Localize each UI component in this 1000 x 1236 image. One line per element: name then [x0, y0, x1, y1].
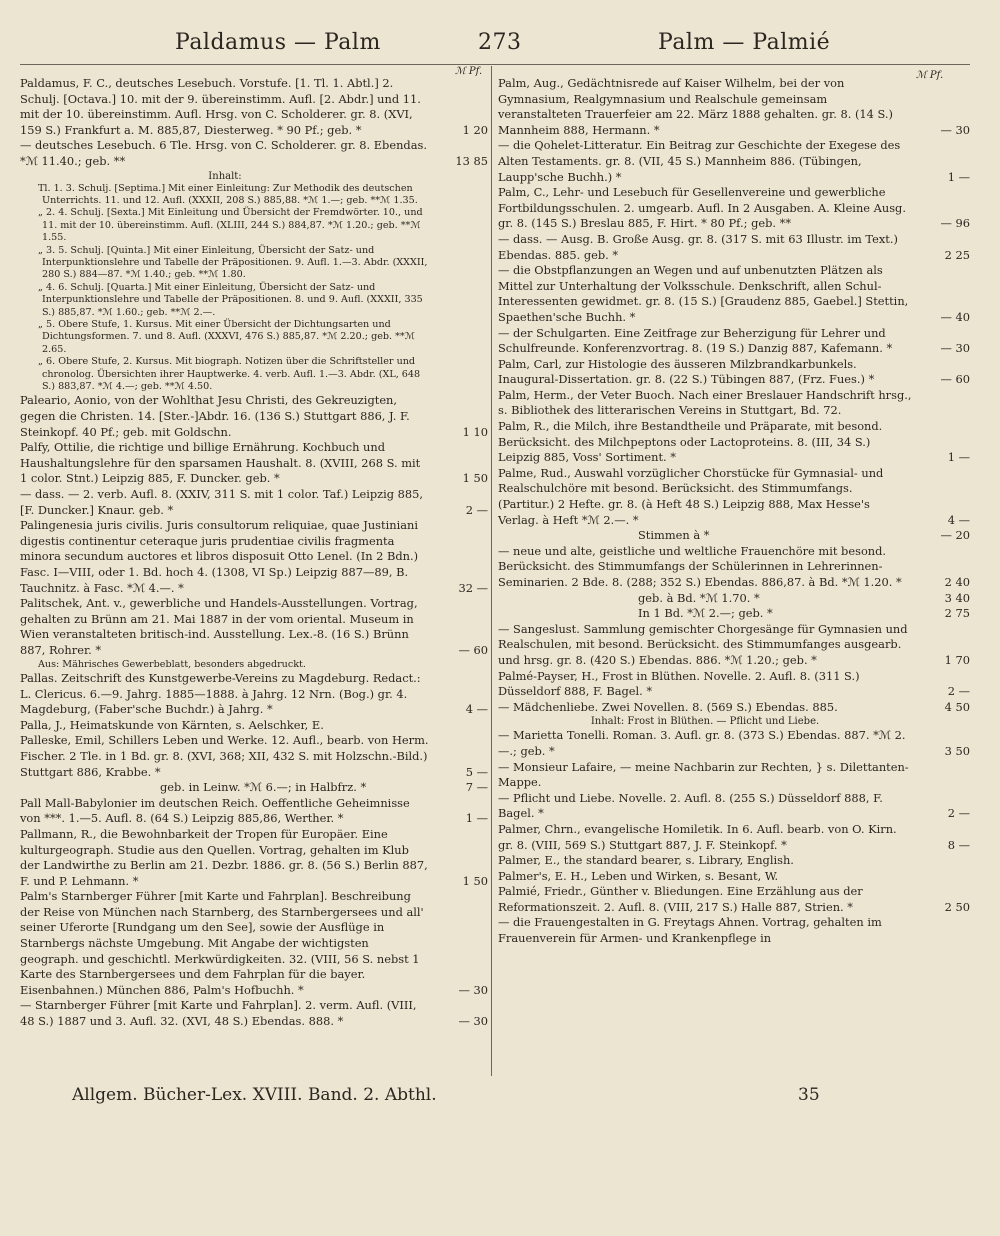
entry-text: — Marietta Tonelli. Roman. 3. Aufl. gr. 8. (373 S.) Ebendas. 887. *ℳ 2.—.; geb. *: [498, 728, 906, 758]
entry-text: Pall Mall-Babylonier im deutschen Reich. Oeffentliche Geheimnisse von ***. 1.—5. Aufl. 8. (64 S.) Leipzig 885,86, Werther. *: [20, 795, 410, 826]
entry-price: 1 —: [947, 169, 970, 184]
entry-price: 8 —: [947, 837, 970, 852]
entry-price: 4 —: [947, 512, 970, 527]
running-head-left: Paldamus — Palm: [175, 30, 381, 55]
bibliography-entry: [20, 596, 488, 658]
entry-price: 4 —: [465, 702, 488, 717]
entry-price: 1 50: [462, 873, 488, 888]
bibliography-entry: [20, 487, 488, 518]
bibliography-entry: [20, 733, 488, 780]
entry-text: Inhalt: Frost in Blüthen. — Pflicht und Liebe.: [590, 716, 820, 728]
bibliography-entry: [20, 659, 488, 671]
entry-text: Pallas. Zeitschrift des Kunstgewerbe-Vereins zu Magdeburg. Redact.: L. Clericus. 6.—9. Jahrg. 1885—1888. à Jahrg. 12 Nrn. (Bog.) gr. 4. Magdeburg, (Faber'sche Buchdr.) à Jahrg. *: [20, 670, 421, 717]
entry-price: 1 70: [944, 652, 970, 667]
entry-text: — Starnberger Führer [mit Karte und Fahrplan]. 2. verm. Aufl. (VIII, 48 S.) 1887 und 3. Aufl. 32. (XVI, 48 S.) Ebendas. 888. *: [20, 998, 417, 1029]
bibliography-entry: [498, 466, 970, 528]
bibliography-entry: [20, 170, 488, 183]
entry-text: — der Schulgarten. Eine Zeitfrage zur Beherzigung für Lehrer und Schulfreunde. Konferenzvortrag. 8. (19 S.) Danzig 887, Kafemann. *: [498, 325, 893, 356]
entry-text: — Monsieur Lafaire, — meine Nachbarin zur Rechten, } s. Dilettanten-Mappe.: [498, 759, 909, 790]
entry-text: Palmer, E., the standard bearer, s. Library, English.: [498, 853, 794, 868]
entry-text: Stimmen à *: [638, 528, 710, 543]
bibliography-entry: [498, 326, 970, 357]
entry-price: 1 —: [947, 450, 970, 465]
entry-text: Pallmann, R., die Bewohnbarkeit der Tropen für Europäer. Eine kulturgeograph. Studie aus den Quellen. Vortrag, gehalten im Klub der Landwirthe zu Berlin am 21. Dezbr. 1886. gr. 8. (56 S.) Berlin 887, F. und P. Lehmann. *: [20, 826, 428, 888]
entry-price: 3 40: [944, 590, 970, 605]
entry-price: 32 —: [458, 580, 488, 595]
entry-text: Palme, Rud., Auswahl vorzüglicher Chorstücke für Gymnasial- und Realschulchöre mit besond. Berücksicht. des Stimmumfangs. (Partitur.) 2 Hefte. gr. 8. (à Heft 48 S.) Leipzig 888, Max Hesse's Verlag. à Heft *ℳ 2.—. *: [498, 465, 884, 527]
entry-text: Palfy, Ottilie, die richtige und billige Ernährung. Kochbuch und Haushaltungslehre für den sparsamen Haushalt. 8. (XVIII, 268 S. mit 1 color. Stnt.) Leipzig 885, F. Duncker. geb. *: [20, 440, 421, 486]
entry-text: „ 4. 6. Schulj. [Quarta.] Mit einer Einleitung, Übersicht der Satz- und Interpunktionslehre und Tabelle der Präpositionen. 8. und 9. Aufl. (XXXII, 335 S.) 885,87. *ℳ 1.60.; geb. **ℳ 2.—.: [38, 281, 423, 318]
entry-text: Palm's Starnberger Führer [mit Karte und Fahrplan]. Beschreibung der Reise von München nach Starnberg, des Starnbergersees und all' seiner Uferorte [Rundgang um den See], sowie der Ausflüge in Starnbergs nächste Umgebung. Mit Angabe der wichtigsten geograph. und geschichtl. Merkwürdigkeiten. 32. (VIII, 56 S. nebst 1 Karte des Starnbergersees und dem Fahrplan für die bayer. Eisenbahnen.) München 886, Palm's Hofbuchh. *: [20, 889, 424, 997]
bibliography-entry: [498, 700, 970, 716]
footer-sheet-number: 35: [798, 1085, 820, 1105]
entry-text: Palm, Aug., Gedächtnisrede auf Kaiser Wilhelm, bei der von Gymnasium, Realgymnasium und Realschule gemeinsam veranstalteten Trauerfeier am 22. März 1888 gehalten. gr. 8. (14 S.) Mannheim 888, Hermann. *: [498, 76, 893, 137]
bibliography-entry: [20, 827, 488, 889]
entry-text: — Pflicht und Liebe. Novelle. 2. Aufl. 8. (255 S.) Düsseldorf 888, F. Bagel. *: [498, 790, 883, 821]
column-divider: [491, 66, 492, 1076]
bibliography-entry: [20, 393, 488, 440]
bibliography-entry: [20, 207, 488, 244]
bibliography-entry: [498, 791, 970, 822]
entry-price: 5 —: [465, 764, 488, 779]
entry-text: In 1 Bd. *ℳ 2.—; geb. *: [638, 606, 773, 621]
bibliography-entry: [498, 185, 970, 232]
bibliography-entry: [20, 998, 488, 1029]
entry-text: geb. in Leinw. *ℳ 6.—; in Halbfrz. *: [160, 780, 367, 795]
entry-text: — die Frauengestalten in G. Freytags Ahnen. Vortrag, gehalten im Frauenverein für Armen- und Krankenpflege in: [498, 915, 882, 946]
entry-text: Palingenesia juris civilis. Juris consultorum reliquiae, quae Justiniani digestis continentur ceteraque juris prudentiae civilis fragmenta minora secundum auctores et libros disposuit Otto Lenel. (In 2 Bdn.) Fasc. I—VIII, oder 1. Bd. hoch 4. (1308, VI Sp.) Leipzig 887—89, B. Tauchnitz. à Fasc. *ℳ 4.—. *: [20, 518, 419, 595]
bibliography-entry: [498, 884, 970, 915]
entry-text: Palmé-Payser, H., Frost in Blüthen. Novelle. 2. Aufl. 8. (311 S.) Düsseldorf 888, F. Bagel. *: [498, 668, 860, 699]
entry-text: — deutsches Lesebuch. 6 Tle. Hrsg. von C. Scholderer. gr. 8. Ebendas. *ℳ 11.40.; geb. **: [20, 138, 427, 168]
entry-price: 1 50: [462, 471, 488, 486]
bibliography-entry: [498, 622, 970, 669]
entry-text: „ 3. 5. Schulj. [Quinta.] Mit einer Einleitung, Übersicht der Satz- und Interpunktionslehre und Tabelle der Präpositionen. 9. Aufl. 1.—3. Abdr. (XXXII, 280 S.) 884—87. *ℳ 1.40.; geb. **ℳ 1.80.: [38, 244, 428, 281]
entry-price: — 40: [940, 309, 970, 324]
entry-price: 7 —: [465, 780, 488, 795]
entry-text: geb. à Bd. *ℳ 1.70. *: [638, 590, 760, 605]
bibliography-entry: [498, 419, 970, 466]
entry-text: Paleario, Aonio, von der Wohlthat Jesu Christi, des Gekreuzigten, gegen die Christen. 14. [Ster.-]Abdr. 16. (136 S.) Stuttgart 886, J. F. Steinkopf. 40 Pf.; geb. mit Goldschn.: [20, 393, 410, 439]
entry-text: — Sangeslust. Sammlung gemischter Chorgesänge für Gymnasien und Realschulen, mit besond. Berücksicht. des Stimmumfanges ausgearb. und hrsg. gr. 8. (420 S.) Ebendas. 886. *ℳ 1.20.; geb. *: [498, 621, 908, 667]
entry-price: 2 —: [465, 502, 488, 517]
bibliography-entry: [498, 138, 970, 185]
header-rule: [20, 64, 970, 65]
bibliography-entry: [20, 356, 488, 393]
bibliography-entry: [20, 138, 488, 169]
page-number: 273: [478, 30, 522, 55]
entry-text: — dass. — 2. verb. Aufl. 8. (XXIV, 311 S. mit 1 color. Taf.) Leipzig 885, [F. Duncker.] Knaur. geb. *: [20, 487, 424, 517]
entry-text: Palm, C., Lehr- und Lesebuch für Gesellenvereine und gewerbliche Fortbildungsschulen. 2. umgearb. Aufl. In 2 Ausgaben. A. Kleine Ausg. gr. 8. (145 S.) Breslau 885, F. Hirt. * 80 Pf.; geb. **: [498, 185, 906, 231]
entry-price: — 60: [940, 372, 970, 387]
right-column: [498, 76, 970, 947]
entry-text: Palla, J., Heimatskunde von Kärnten, s. Aelschker, E.: [20, 717, 324, 732]
bibliography-entry: [20, 183, 488, 208]
bibliography-entry: [498, 669, 970, 700]
entry-text: Tl. 1. 3. Schulj. [Septima.] Mit einer Einleitung: Zur Methodik des deutschen Unterrichts. 11. und 12. Aufl. (XXXII, 208 S.) 885,88. *ℳ 1.—; geb. **ℳ 1.35.: [38, 182, 418, 206]
entry-text: — neue und alte, geistliche und weltliche Frauenchöre mit besond. Berücksicht. des Stimmumfangs der Schülerinnen in Lehrerinnen-Seminarien. 2 Bde. 8. (288; 352 S.) Ebendas. 886,87. à Bd. *ℳ 1.20. *: [498, 543, 902, 589]
bibliography-entry: [20, 796, 488, 827]
entry-text: — Mädchenliebe. Zwei Novellen. 8. (569 S.) Ebendas. 885.: [498, 699, 838, 714]
bibliography-entry: [498, 915, 970, 946]
entry-text: — die Qohelet-Litteratur. Ein Beitrag zur Geschichte der Exegese des Alten Testaments. gr. 8. (VII, 45 S.) Mannheim 886. (Tübingen, Laupp'sche Buchh.) *: [498, 138, 901, 184]
entry-price: 1 —: [465, 811, 488, 826]
entry-price: — 20: [940, 528, 970, 543]
bibliography-entry: [20, 780, 488, 796]
bibliography-entry: [20, 889, 488, 998]
bibliography-entry: [498, 591, 970, 607]
entry-text: „ 5. Obere Stufe, 1. Kursus. Mit einer Übersicht der Dichtungsarten und Dichtungsformen. 7. und 8. Aufl. (XXXVI, 476 S.) 885,87. *ℳ 2.20.; geb. **ℳ 2.65.: [38, 319, 415, 355]
bibliography-entry: [498, 869, 970, 885]
bibliography-entry: [20, 671, 488, 718]
entry-price: 2 75: [944, 606, 970, 621]
bibliography-entry: [498, 357, 970, 388]
entry-price: 2 40: [944, 575, 970, 589]
entry-price: — 30: [940, 122, 970, 137]
price-column-label-left: ℳ Pf.: [455, 66, 483, 77]
bibliography-entry: [498, 76, 970, 138]
entry-text: Palm, Carl, zur Histologie des äusseren Milzbrandkarbunkels. Inaugural-Dissertation. gr. 8. (22 S.) Tübingen 887, (Frz. Fues.) *: [498, 356, 875, 387]
bibliography-entry: [20, 518, 488, 596]
bibliography-entry: [498, 760, 970, 791]
entry-price: 2 —: [947, 806, 970, 821]
bibliography-entry: [498, 728, 970, 759]
bibliography-entry: [498, 853, 970, 869]
entry-text: — die Obstpflanzungen an Wegen und auf unbenutzten Plätzen als Mittel zur Unterhaltung der Volksschule. Denkschrift, allen Schul-Interessenten gewidmet. gr. 8. (15 S.) [Graudenz 885, Gaebel.] Stettin, Spaethen'sche Buchh. *: [498, 263, 909, 324]
entry-text: Palmer, Chrn., evangelische Homiletik. In 6. Aufl. bearb. von O. Kirn. gr. 8. (VIII, 569 S.) Stuttgart 887, J. F. Steinkopf. *: [498, 821, 897, 852]
bibliography-entry: [20, 319, 488, 356]
entry-price: 1 10: [462, 424, 488, 439]
bibliography-entry: [20, 440, 488, 487]
price-column-label-right: ℳ Pf.: [916, 70, 944, 81]
bibliography-entry: [20, 245, 488, 282]
bibliography-entry: [498, 822, 970, 853]
entry-text: Palleske, Emil, Schillers Leben und Werke. 12. Aufl., bearb. von Herm. Fischer. 2 Tle. in 1 Bd. gr. 8. (XVI, 368; XII, 432 S. mit Holzschn.-Bild.) Stuttgart 886, Krabbe. *: [20, 733, 429, 779]
entry-text: Paldamus, F. C., deutsches Lesebuch. Vorstufe. [1. Tl. 1. Abtl.] 2. Schulj. [Octava.] 10. mit der 9. übereinstimm. Aufl. [2. Abdr.] und 11. mit der 10. übereinstimm. Aufl. Hrsg. von C. Scholderer. gr. 8. (XVI, 159 S.) Frankfurt a. M. 885,87, Diesterweg. * 90 Pf.; geb. *: [20, 76, 421, 137]
entry-price: 2 25: [944, 247, 970, 262]
bibliography-entry: [20, 718, 488, 734]
bibliography-entry: [498, 606, 970, 622]
entry-text: Palm, R., die Milch, ihre Bestandtheile und Präparate, mit besond. Berücksicht. des Milchpeptons oder Lactoproteins. 8. (III, 34 S.) Leipzig 885, Voss' Sortiment. *: [498, 419, 883, 465]
bibliography-entry: [498, 544, 970, 591]
entry-price: 3 50: [944, 743, 970, 758]
bibliography-entry: [498, 715, 970, 728]
left-column: [20, 76, 488, 1030]
entry-price: — 60: [458, 642, 488, 657]
bibliography-entry: [498, 232, 970, 263]
bibliography-entry: [498, 528, 970, 544]
bibliography-entry: [20, 76, 488, 138]
entry-price: 2 —: [947, 684, 970, 699]
entry-price: — 30: [940, 341, 970, 356]
bibliography-entry: [498, 263, 970, 325]
entry-text: „ 6. Obere Stufe, 2. Kursus. Mit biograph. Notizen über die Schriftsteller und chronolog. Übersichten ihrer Hauptwerke. 4. verb. Aufl. 1.—3. Abdr. (XL, 648 S.) 883,87. *ℳ 4.—; geb. **ℳ 4.50.: [38, 356, 421, 393]
entry-text: Inhalt:: [208, 170, 242, 182]
entry-price: — 96: [940, 216, 970, 231]
entry-price: — 30: [458, 1014, 488, 1029]
bibliography-entry: [20, 282, 488, 319]
entry-text: Palmer's, E. H., Leben und Wirken, s. Besant, W.: [498, 868, 779, 883]
bibliography-entry: [498, 388, 970, 419]
entry-price: 4 50: [944, 699, 970, 714]
entry-price: 1 20: [462, 122, 488, 137]
entry-text: Palitschek, Ant. v., gewerbliche und Handels-Ausstellungen. Vortrag, gehalten zu Brünn am 21. Mai 1887 in der vom oriental. Museum in Wien veranstalteten britisch-ind. Ausstellung. Lex.-8. (16 S.) Brünn 887, Rohrer. *: [20, 596, 418, 657]
running-head-right: Palm — Palmié: [658, 30, 831, 55]
entry-text: Palm, Herm., der Veter Buoch. Nach einer Breslauer Handschrift hrsg., s. Bibliothek des litterarischen Vereins in Stuttgart, Bd. 72.: [498, 387, 912, 418]
entry-text: — dass. — Ausg. B. Große Ausg. gr. 8. (317 S. mit 63 Illustr. im Text.) Ebendas. 885. geb. *: [498, 231, 898, 262]
footer-signature: Allgem. Bücher-Lex. XVIII. Band. 2. Abthl.: [72, 1085, 437, 1105]
entry-text: Palmié, Friedr., Günther v. Bliedungen. Eine Erzählung aus der Reformationszeit. 2. Aufl. 8. (VIII, 217 S.) Halle 887, Strien. *: [498, 884, 863, 914]
entry-price: 2 50: [944, 899, 970, 914]
entry-text: „ 2. 4. Schulj. [Sexta.] Mit Einleitung und Übersicht der Fremdwörter. 10., und 11. mit der 10. übereinstimm. Aufl. (XLIII, 244 S.) 884,87. *ℳ 1.20.; geb. **ℳ 1.55.: [38, 207, 423, 244]
entry-price: 13 85: [455, 153, 488, 168]
entry-price: — 30: [458, 982, 488, 997]
entry-text: Aus: Mährisches Gewerbeblatt, besonders abgedruckt.: [38, 658, 306, 670]
